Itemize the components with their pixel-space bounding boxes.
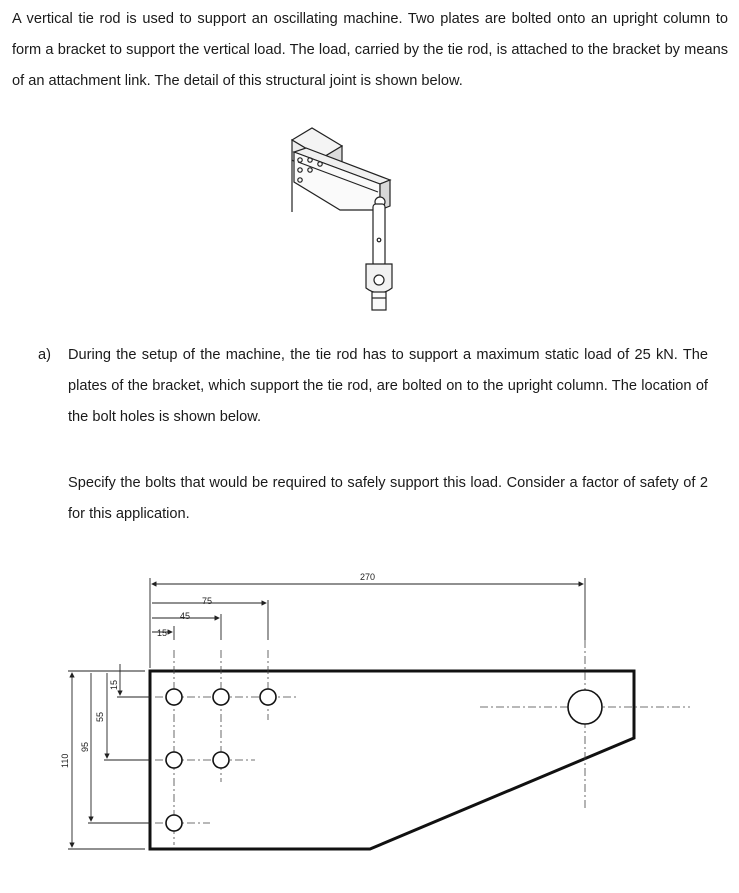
dim-overall-length: 270 (360, 572, 376, 582)
bolt-hole (260, 689, 276, 705)
question-task: Specify the bolts that would be required to safely support this load. Consider a factor of safety of 2 for this application. (68, 475, 708, 522)
bolt-hole (166, 689, 182, 705)
dim-row3: 95 (80, 741, 90, 752)
dim-row1: 15 (109, 679, 119, 690)
tie-rod-pin-hole (568, 690, 602, 724)
bolt-hole (213, 752, 229, 768)
dim-row2: 55 (95, 711, 105, 722)
dim-plate-height: 110 (60, 753, 70, 768)
question-text: During the setup of the machine, the tie rod has to support a maximum static load of 25 kN. The plates of the bracket, which support the tie rod, are bolted on to the upright column. The location of the bolt holes is shown below. (68, 347, 708, 425)
bolt-hole (166, 752, 182, 768)
dim-hole-col1: 15 (157, 628, 168, 638)
dim-hole-col2: 45 (180, 611, 191, 621)
bolt-hole (213, 689, 229, 705)
bolt-hole (166, 815, 182, 831)
bracket-plate-drawing (0, 560, 739, 893)
isometric-joint-illustration (280, 122, 420, 322)
intro-paragraph: A vertical tie rod is used to support an oscillating machine. Two plates are bolted onto an upright column to form a bracket to support the vertical load. The load, carried by the tie rod, is attached to the bracket by means of an attachment link. The detail of this structural joint is shown below. (12, 11, 728, 89)
question-label: a) (38, 347, 51, 363)
dim-hole-col3: 75 (202, 596, 213, 606)
